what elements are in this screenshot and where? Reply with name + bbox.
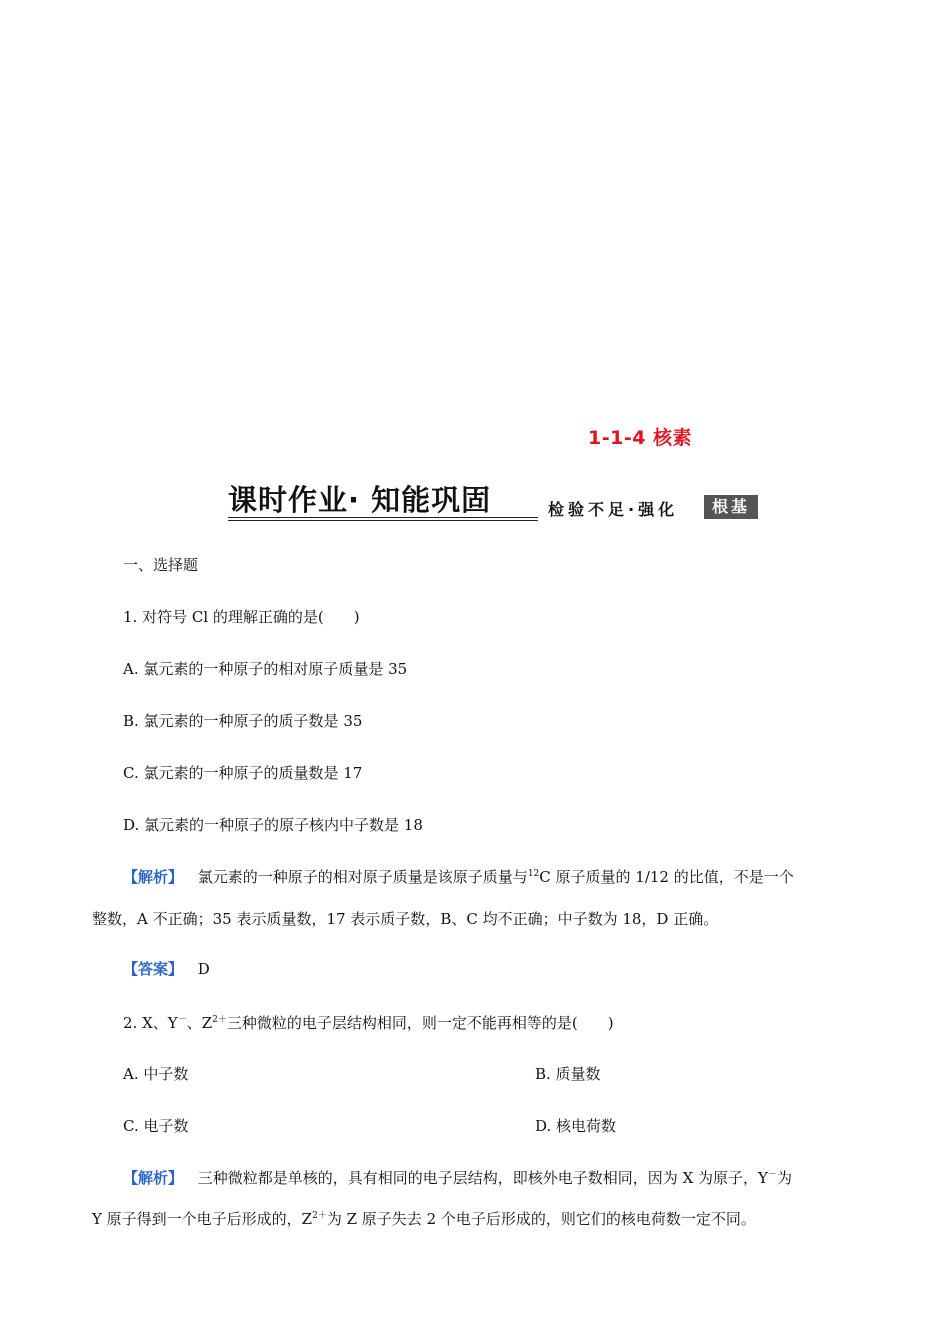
stem-text: 、Z bbox=[186, 1014, 213, 1032]
banner-tag: 根基 bbox=[704, 495, 758, 519]
question-1-stem: 1. 对符号 Cl 的理解正确的是( ) bbox=[123, 608, 360, 626]
q1-answer bbox=[123, 959, 210, 979]
stem-text: 三种微粒的电子层结构相同，则一定不能再相等的是( ) bbox=[226, 1014, 614, 1032]
q2-option-a: A. 中子数 bbox=[123, 1065, 189, 1083]
analysis-text: 为 bbox=[776, 1169, 792, 1187]
q2-analysis-line-1 bbox=[123, 1168, 792, 1188]
banner-subtitle: 检验不足·强化 bbox=[548, 500, 679, 519]
analysis-text: Y 原子得到一个电子后形成的，Z bbox=[92, 1210, 313, 1228]
answer-label: 【答案】 bbox=[123, 960, 184, 978]
stem-text: 2. X、Y bbox=[123, 1014, 178, 1032]
page-title: 1-1-4 核素 bbox=[588, 427, 693, 449]
analysis-text: C 原子质量的 1/12 的比值，不是一个 bbox=[539, 868, 794, 886]
analysis-label: 【解析】 bbox=[123, 868, 184, 886]
superscript: － bbox=[177, 1015, 187, 1025]
q1-analysis-line-1 bbox=[123, 867, 794, 887]
answer-value: D bbox=[197, 960, 210, 978]
q2-option-d: D. 核电荷数 bbox=[535, 1117, 617, 1135]
analysis-text: 为 Z 原子失去 2 个电子后形成的，则它们的核电荷数一定不同。 bbox=[326, 1210, 756, 1228]
q1-option-a: A. 氯元素的一种原子的相对原子质量是 35 bbox=[123, 660, 408, 678]
q1-option-c: C. 氯元素的一种原子的质量数是 17 bbox=[123, 764, 363, 782]
section-banner bbox=[228, 483, 758, 523]
q2-analysis-line-2 bbox=[92, 1209, 756, 1229]
superscript: 2＋ bbox=[312, 1211, 327, 1221]
q1-analysis-line-2: 整数，A 不正确；35 表示质量数，17 表示质子数，B、C 均不正确；中子数为 18，D 正确。 bbox=[92, 910, 719, 928]
superscript: － bbox=[767, 1170, 777, 1180]
analysis-text: 三种微粒都是单核的，具有相同的电子层结构，即核外电子数相同，因为 X 为原子，Y bbox=[197, 1169, 768, 1187]
analysis-label: 【解析】 bbox=[123, 1169, 184, 1187]
banner-main-title: 课时作业· 知能巩固 bbox=[228, 483, 538, 521]
section-heading: 一、选择题 bbox=[123, 556, 199, 574]
superscript: 12 bbox=[527, 869, 540, 879]
q1-option-b: B. 氯元素的一种原子的质子数是 35 bbox=[123, 712, 363, 730]
q2-option-b: B. 质量数 bbox=[535, 1065, 601, 1083]
superscript: 2＋ bbox=[212, 1015, 227, 1025]
analysis-text: 氯元素的一种原子的相对原子质量是该原子质量与 bbox=[197, 868, 528, 886]
q2-option-c: C. 电子数 bbox=[123, 1117, 189, 1135]
question-2-stem bbox=[123, 1013, 614, 1033]
q1-option-d: D. 氯元素的一种原子的原子核内中子数是 18 bbox=[123, 816, 423, 834]
